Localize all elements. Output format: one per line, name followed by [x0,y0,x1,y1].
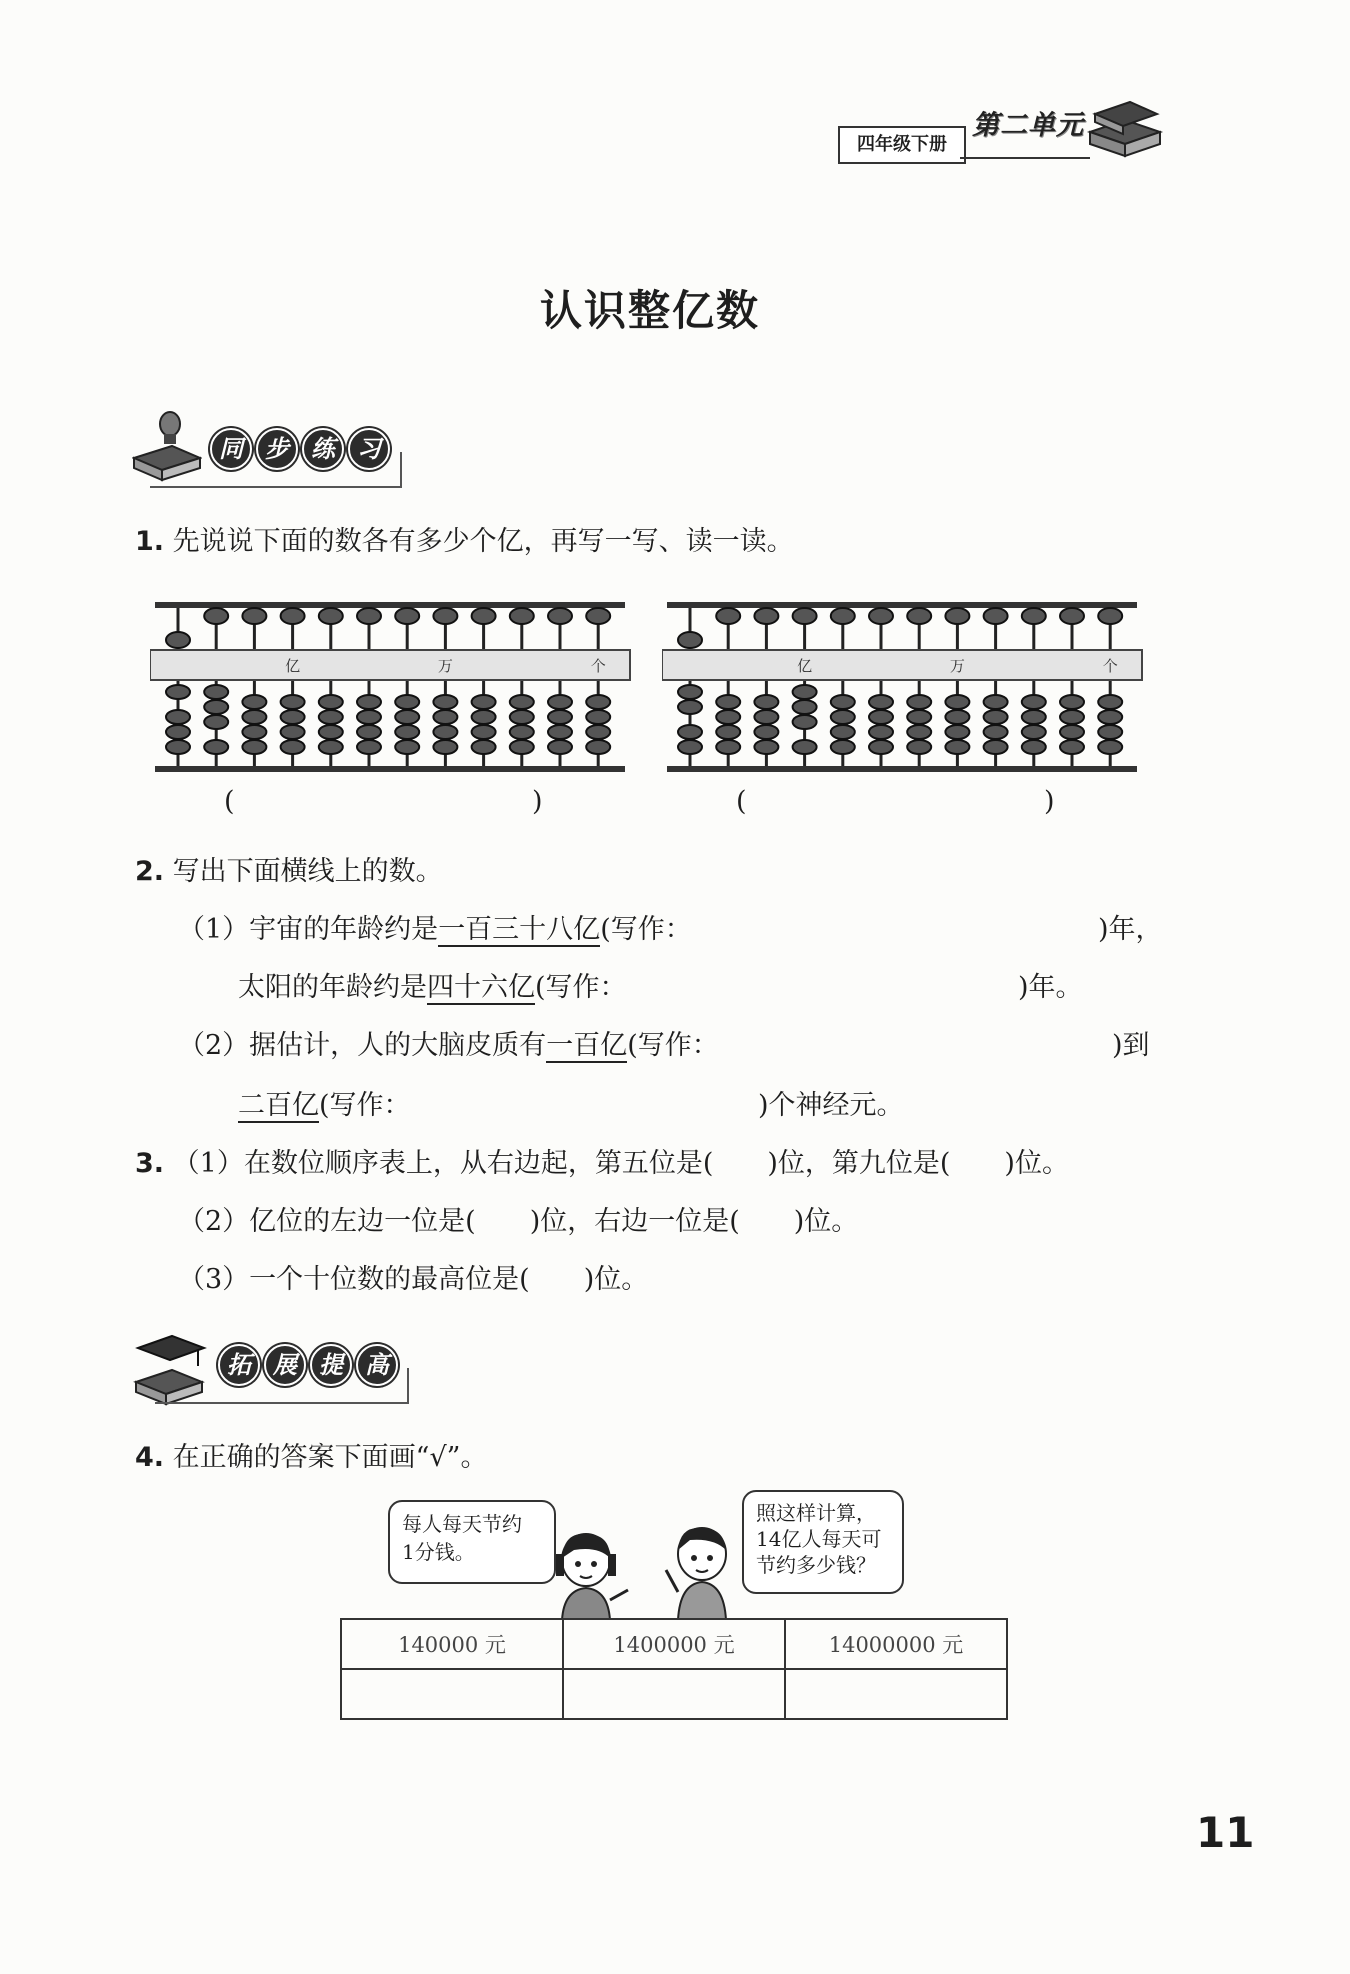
option-cell: 140000 元 [341,1619,563,1669]
question-number: 1. [135,526,165,557]
page-number: 11 [1196,1808,1255,1857]
boy-illustration [660,1520,740,1620]
abacus-bead [754,710,778,724]
abacus-bead [869,710,893,724]
abacus-bead [984,710,1008,724]
abacus-bead [1022,695,1046,709]
abacus-bead [793,700,817,714]
abacus-bead [907,725,931,739]
abacus-bead [395,740,419,754]
abacus-bead [907,740,931,754]
badge-char: 展 [264,1344,306,1386]
answer-paren-close: ) [1044,786,1055,817]
abacus-bead [472,740,496,754]
speech-bubble-right [742,1490,904,1594]
underlined-number: 一百三十八亿 [438,914,601,945]
badge-char: 高 [356,1344,398,1386]
abacus-bead [472,725,496,739]
abacus-bead [1098,695,1122,709]
abacus-bead [1060,695,1084,709]
abacus-bead [433,695,457,709]
abacus-bead [716,608,740,624]
abacus-bead [869,608,893,624]
abacus-bead [433,740,457,754]
abacus-bead [1098,608,1122,624]
abacus-bead [395,695,419,709]
unit-label: 第二单元 [972,110,1084,141]
badge-char: 步 [256,428,298,470]
abacus-bead [945,710,969,724]
bubble-line: 节约多少钱？ [756,1553,876,1577]
abacus-bead [678,632,702,648]
abacus-bead [831,740,855,754]
question-2 [135,852,443,892]
abacus-bead [357,740,381,754]
text: （2）据估计，人的大脑皮质有 [178,1030,547,1061]
abacus-bead [548,740,572,754]
badge-char: 同 [210,428,252,470]
question-1 [135,522,794,562]
option-cell: 14000000 元 [785,1619,1007,1669]
place-label: 个 [590,657,606,675]
table-row [341,1619,1007,1669]
q3-part1: （1）在数位顺序表上，从右边起，第五位是( )位，第九位是( )位。 [172,1148,1069,1179]
abacus-bead [831,608,855,624]
abacus-bead [204,608,228,624]
abacus-bead [204,715,228,729]
girl-illustration [550,1528,630,1620]
text: (写作： [627,1030,719,1061]
abacus-bead [793,608,817,624]
abacus-bead [1060,608,1084,624]
abacus-frame-bottom [667,766,1137,772]
abacus-bead [754,608,778,624]
abacus-bead [1060,740,1084,754]
abacus-bead [907,608,931,624]
abacus-bead [754,725,778,739]
bubble-line: 1分钱。 [402,1540,475,1564]
abacus-1 [150,598,640,778]
text: (写作： [600,914,692,945]
abacus-bead [678,740,702,754]
answer-paren-open: ( [736,786,747,817]
abacus-bead [754,695,778,709]
abacus-bead [166,685,190,699]
abacus-bead [281,695,305,709]
abacus-bead [242,725,266,739]
abacus-bead [204,700,228,714]
abacus-bead [793,740,817,754]
abacus-bead [548,608,572,624]
abacus-bead [984,740,1008,754]
abacus-bead [984,725,1008,739]
abacus-bead [754,740,778,754]
abacus-bead [907,710,931,724]
speech-bubble-left [388,1500,556,1584]
question-number: 4. [135,1442,165,1473]
abacus-bead [678,685,702,699]
abacus-bead [1098,710,1122,724]
abacus-bead [510,695,534,709]
abacus-bead [357,710,381,724]
text: )个神经元。 [758,1090,904,1121]
abacus-bead [716,695,740,709]
place-label: 个 [1102,657,1118,675]
header-rule [960,157,1090,159]
place-label: 万 [949,657,965,675]
abacus-frame-top [667,602,1137,608]
abacus-bead [204,685,228,699]
abacus-bead [433,725,457,739]
q2-part2-line1 [178,1026,719,1066]
abacus-bead [1098,725,1122,739]
question-number: 2. [135,856,165,887]
abacus-bead [472,608,496,624]
abacus-bead [793,685,817,699]
abacus-bead [984,608,1008,624]
badge-char: 拓 [218,1344,260,1386]
abacus-bead [510,710,534,724]
abacus-bead [510,725,534,739]
q3-part3: （3）一个十位数的最高位是( )位。 [178,1264,649,1295]
abacus-bead [319,608,343,624]
abacus-bead [945,608,969,624]
answer-table [340,1618,1008,1720]
place-label: 万 [437,657,453,675]
text: (写作： [535,972,627,1003]
abacus-frame-top [155,602,625,608]
abacus-bead [242,710,266,724]
badge-frame [155,1368,409,1404]
abacus-bead [831,695,855,709]
abacus-bead [204,740,228,754]
abacus-bead [716,710,740,724]
abacus-bead [319,710,343,724]
abacus-bead [586,608,610,624]
abacus-bead [1098,740,1122,754]
abacus-bead [831,710,855,724]
abacus-bead [242,695,266,709]
abacus-bead [945,695,969,709]
text: )年， [1098,914,1163,945]
abacus-bead [945,740,969,754]
abacus-bead [1060,710,1084,724]
abacus-bead [319,740,343,754]
text: )年。 [1018,972,1083,1003]
answer-paren-close: ) [532,786,543,817]
abacus-bead [548,725,572,739]
abacus-bead [395,608,419,624]
abacus-bead [242,608,266,624]
abacus-bead [984,695,1008,709]
text: )到 [1112,1030,1150,1061]
abacus-bead [166,740,190,754]
abacus-bead [357,725,381,739]
question-text: 在正确的答案下面画“√”。 [172,1442,488,1473]
q3-part2: （2）亿位的左边一位是( )位，右边一位是( )位。 [178,1206,859,1237]
abacus-bead [281,725,305,739]
abacus-bead [907,695,931,709]
abacus-bead [716,740,740,754]
abacus-bead [831,725,855,739]
abacus-bead [281,608,305,624]
abacus-bead [586,725,610,739]
q2-part1-line2 [238,968,627,1008]
grade-label: 四年级下册 [838,126,966,164]
abacus-beam [662,650,1142,680]
badge-frame [150,452,402,488]
abacus-2 [662,598,1152,778]
abacus-bead [1022,608,1046,624]
abacus-bead [678,725,702,739]
abacus-bead [678,700,702,714]
bubble-line: 照这样计算， [756,1501,876,1525]
abacus-bead [1022,710,1046,724]
badge-char: 练 [302,428,344,470]
abacus-bead [472,695,496,709]
bubble-line: 每人每天节约 [402,1512,522,1536]
abacus-bead [357,608,381,624]
abacus-bead [319,725,343,739]
place-label: 亿 [797,657,813,675]
abacus-bead [869,695,893,709]
badge-char: 习 [348,428,390,470]
question-text: 写出下面横线上的数。 [172,856,443,887]
underlined-number: 二百亿 [238,1090,319,1121]
abacus-bead [242,740,266,754]
abacus-bead [357,695,381,709]
q2-part2-line2 [238,1086,411,1126]
abacus-bead [433,608,457,624]
table-row [341,1669,1007,1719]
abacus-bead [869,725,893,739]
abacus-bead [1022,725,1046,739]
text: 太阳的年龄约是 [238,972,427,1003]
question-4 [135,1438,487,1478]
place-label: 亿 [285,657,301,675]
abacus-bead [1060,725,1084,739]
question-number: 3. [135,1148,165,1179]
abacus-bead [586,710,610,724]
abacus-bead [510,740,534,754]
abacus-bead [945,725,969,739]
abacus-bead [166,632,190,648]
badge-char: 提 [310,1344,352,1386]
abacus-bead [548,695,572,709]
text: （1）宇宙的年龄约是 [178,914,439,945]
question-text: 先说说下面的数各有多少个亿，再写一写、读一读。 [172,526,794,557]
answer-cell[interactable] [341,1669,563,1719]
page-title: 认识整亿数 [539,286,760,335]
abacus-bead [281,710,305,724]
abacus-bead [395,725,419,739]
abacus-bead [586,695,610,709]
underlined-number: 四十六亿 [427,972,535,1003]
abacus-bead [472,710,496,724]
abacus-bead [319,695,343,709]
books-stack-icon [1085,92,1165,162]
abacus-bead [281,740,305,754]
abacus-bead [869,740,893,754]
bubble-line: 14亿人每天可 [756,1527,882,1551]
abacus-bead [793,715,817,729]
abacus-bead [1022,740,1046,754]
answer-paren-open: ( [224,786,235,817]
question-3 [135,1144,1069,1184]
abacus-bead [433,710,457,724]
abacus-bead [166,710,190,724]
text: (写作： [319,1090,411,1121]
abacus-bead [166,725,190,739]
abacus-bead [586,740,610,754]
underlined-number: 一百亿 [546,1030,628,1061]
q2-part1-line1 [178,910,692,950]
abacus-bead [395,710,419,724]
abacus-beam [150,650,630,680]
abacus-bead [716,725,740,739]
abacus-bead [510,608,534,624]
abacus-bead [548,710,572,724]
option-cell: 1400000 元 [563,1619,785,1669]
answer-cell[interactable] [785,1669,1007,1719]
answer-cell[interactable] [563,1669,785,1719]
abacus-frame-bottom [155,766,625,772]
